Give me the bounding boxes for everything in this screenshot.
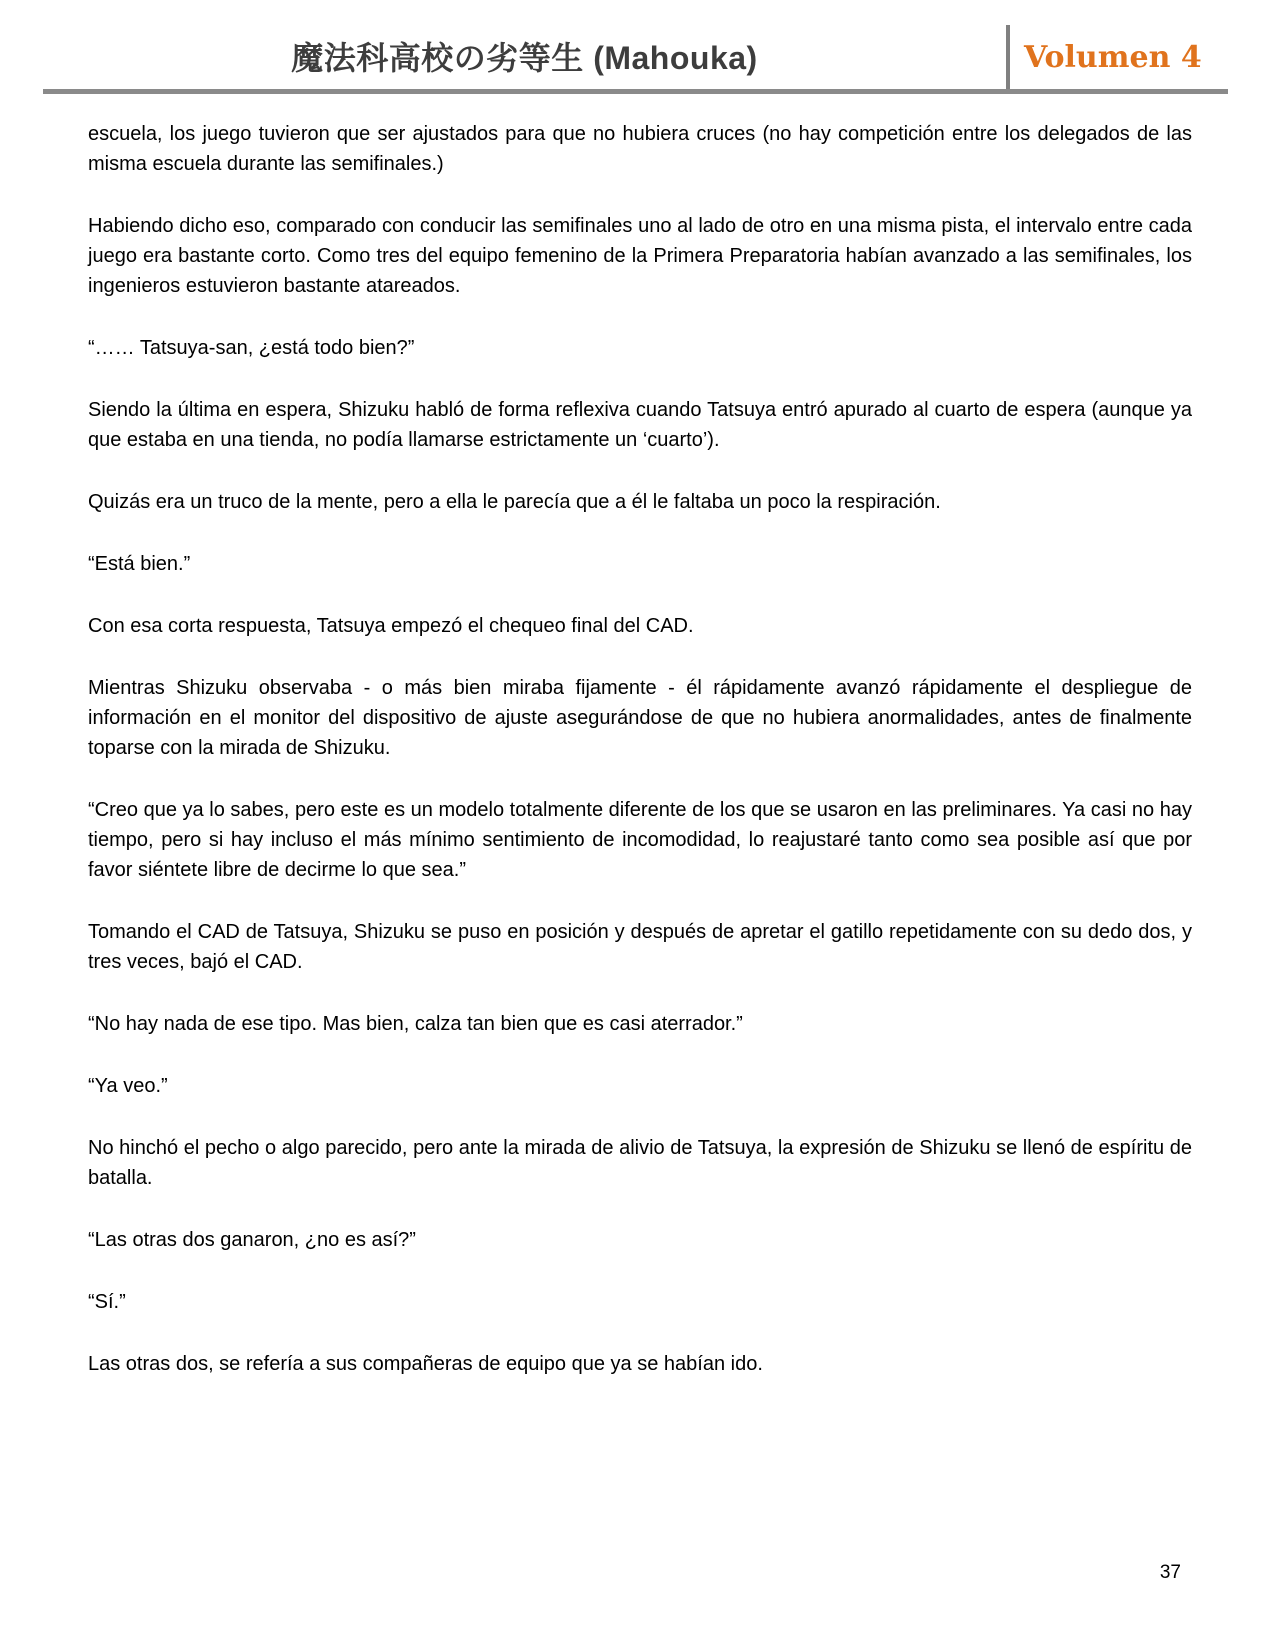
paragraph-dialogue: “Creo que ya lo sabes, pero este es un modelo totalmente diferente de los que se usaron en las preliminares. Ya casi no hay tiempo, pero si hay incluso el más mínimo sentimiento de incomodidad, lo reajustaré tanto como sea posible así que por favor siéntete libre de decirme lo que sea.”: [88, 799, 1192, 881]
header-title-area: [43, 33, 1006, 89]
paragraph: Las otras dos, se refería a sus compañeras de equipo que ya se habían ido.: [88, 1353, 763, 1375]
paragraph: Mientras Shizuku observaba - o más bien miraba fijamente - él rápidamente avanzó rápidamente el despliegue de información en el monitor del dispositivo de ajuste asegurándose de que no hubiera anormalidades, antes de finalmente toparse con la mirada de Shizuku.: [88, 677, 1192, 759]
header-volume-area: [1010, 40, 1228, 89]
paragraph: Tomando el CAD de Tatsuya, Shizuku se puso en posición y después de apretar el gatillo repetidamente con su dedo dos, y tres veces, bajó el CAD.: [88, 921, 1192, 973]
paragraph: Quizás era un truco de la mente, pero a ella le parecía que a él le faltaba un poco la respiración.: [88, 491, 941, 513]
paragraph-dialogue: “No hay nada de ese tipo. Mas bien, calza tan bien que es casi aterrador.”: [88, 1013, 743, 1035]
paragraph-dialogue: “Las otras dos ganaron, ¿no es así?”: [88, 1229, 416, 1251]
page-body: [0, 119, 1275, 1379]
series-title: 魔法科高校の劣等生 (Mahouka): [291, 40, 758, 76]
paragraph: escuela, los juego tuvieron que ser ajustados para que no hubiera cruces (no hay competición entre los delegados de las misma escuela durante las semifinales.): [88, 123, 1192, 175]
page-header: [43, 0, 1228, 94]
paragraph: Siendo la última en espera, Shizuku habló de forma reflexiva cuando Tatsuya entró apurado al cuarto de espera (aunque ya que estaba en una tienda, no podía llamarse estrictamente un ‘cuarto’).: [88, 399, 1192, 451]
paragraph-dialogue: “Ya veo.”: [88, 1075, 168, 1097]
paragraph-dialogue: “…… Tatsuya-san, ¿está todo bien?”: [88, 337, 415, 359]
paragraph: Con esa corta respuesta, Tatsuya empezó el chequeo final del CAD.: [88, 615, 694, 637]
paragraph-dialogue: “Sí.”: [88, 1291, 126, 1313]
paragraph-dialogue: “Está bien.”: [88, 553, 191, 575]
paragraph: Habiendo dicho eso, comparado con conducir las semifinales uno al lado de otro en una misma pista, el intervalo entre cada juego era bastante corto. Como tres del equipo femenino de la Primera Preparatoria habían avanzado a las semifinales, los ingenieros estuvieron bastante atareados.: [88, 215, 1192, 297]
paragraph: No hinchó el pecho o algo parecido, pero ante la mirada de alivio de Tatsuya, la expresión de Shizuku se llenó de espíritu de batalla.: [88, 1137, 1192, 1189]
volume-label: Volumen 4: [1024, 40, 1202, 75]
page-number: 37: [1159, 1562, 1181, 1583]
